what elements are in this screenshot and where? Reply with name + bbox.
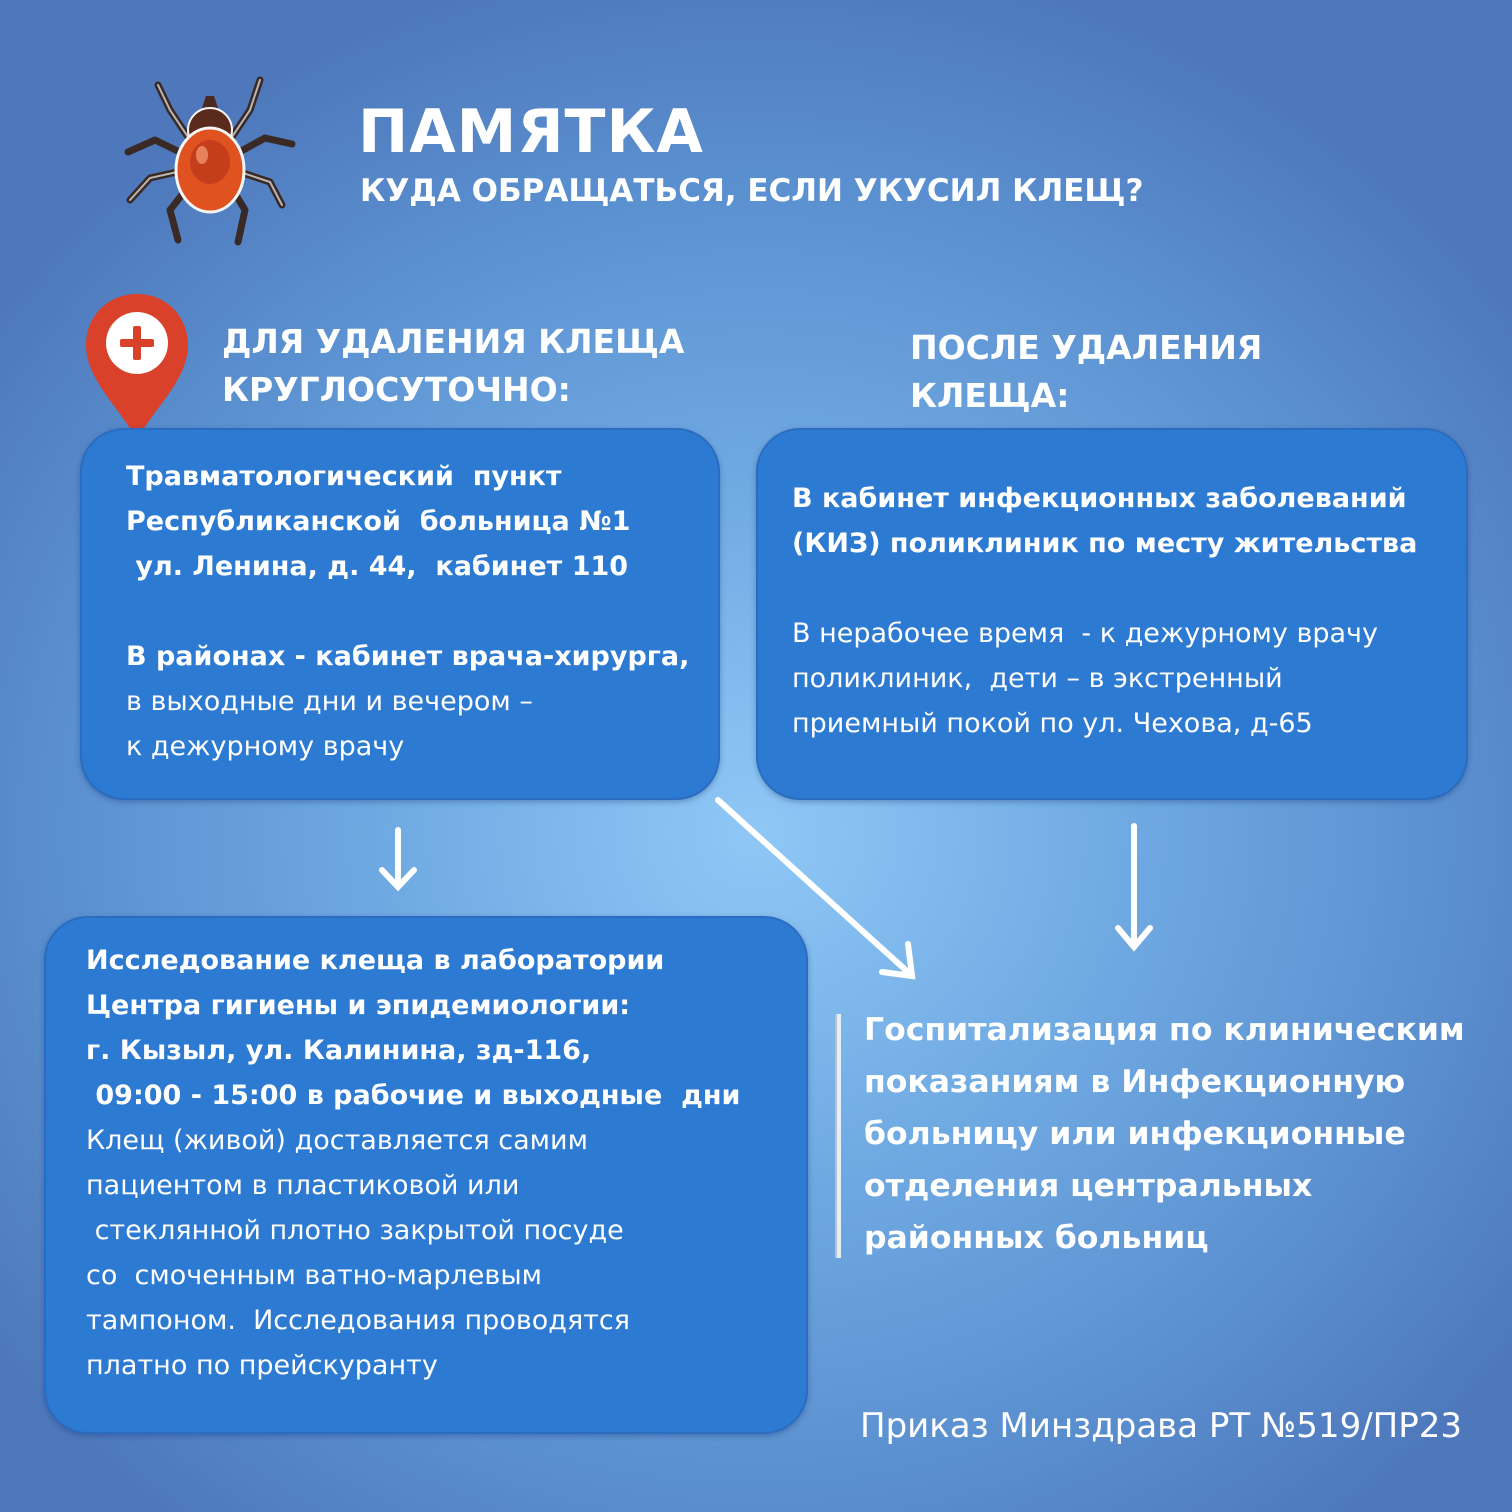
- box-line: со смоченным ватно-марлевым: [86, 1260, 543, 1291]
- box-line: Центра гигиены и эпидемиологии:: [86, 990, 631, 1021]
- hosp-line: районных больниц: [864, 1220, 1209, 1256]
- box-line: 09:00 - 15:00 в рабочие и выходные дни: [86, 1080, 741, 1111]
- box-line: к дежурному врачу: [126, 731, 405, 762]
- trauma-point-box: [80, 428, 720, 800]
- page-subtitle: КУДА ОБРАЩАТЬСЯ, ЕСЛИ УКУСИЛ КЛЕЩ?: [360, 173, 1144, 209]
- map-pin-medical-icon: [82, 290, 192, 442]
- hosp-line: показаниям в Инфекционную: [864, 1064, 1406, 1100]
- kiz-box: [756, 428, 1468, 800]
- right-heading-line: КЛЕЩА:: [910, 376, 1070, 415]
- box-line: пациентом в пластиковой или: [86, 1170, 520, 1201]
- hosp-line: больницу или инфекционные: [864, 1116, 1406, 1152]
- tick-icon: [110, 70, 310, 255]
- right-heading-line: ПОСЛЕ УДАЛЕНИЯ: [910, 328, 1263, 367]
- box-line: в выходные дни и вечером –: [126, 686, 533, 717]
- page-title: ПАМЯТКА: [358, 97, 704, 167]
- right-heading: [910, 324, 1262, 420]
- box-line: г. Кызыл, ул. Калинина, зд-116,: [86, 1035, 592, 1066]
- box-line: ул. Ленина, д. 44, кабинет 110: [126, 551, 629, 582]
- box-line: тампоном. Исследования проводятся: [86, 1305, 630, 1336]
- box-line: платно по прейскуранту: [86, 1350, 438, 1381]
- quote-bar: [835, 1014, 841, 1258]
- arrow-down-icon: [376, 826, 420, 892]
- left-heading-line: КРУГЛОСУТОЧНО:: [222, 370, 571, 409]
- box-line: Травматологический пункт: [126, 461, 562, 492]
- footer-order: Приказ Минздрава РТ №519/ПР23: [860, 1406, 1462, 1446]
- box-line: поликлиник, дети – в экстренный: [792, 663, 1283, 694]
- lab-box: [44, 916, 808, 1434]
- box-line: приемный покой по ул. Чехова, д-65: [792, 708, 1313, 739]
- box-line: Клещ (живой) доставляется самим: [86, 1125, 588, 1156]
- box-line: стеклянной плотно закрытой посуде: [86, 1215, 624, 1246]
- box-line: В нерабочее время - к дежурному врачу: [792, 618, 1378, 649]
- hosp-line: Госпитализация по клиническим: [864, 1012, 1465, 1048]
- box-line: (КИЗ) поликлиник по месту жительства: [792, 528, 1418, 559]
- box-line: Республиканской больница №1: [126, 506, 631, 537]
- hospitalization-text: [864, 1004, 1504, 1264]
- box-line: Исследование клеща в лаборатории: [86, 945, 665, 976]
- hosp-line: отделения центральных: [864, 1168, 1313, 1204]
- left-heading-line: ДЛЯ УДАЛЕНИЯ КЛЕЩА: [222, 322, 685, 361]
- box-line: В районах - кабинет врача-хирурга,: [126, 641, 690, 672]
- arrow-down-icon: [1112, 822, 1156, 954]
- left-heading: [222, 318, 684, 414]
- box-line: В кабинет инфекционных заболеваний: [792, 483, 1407, 514]
